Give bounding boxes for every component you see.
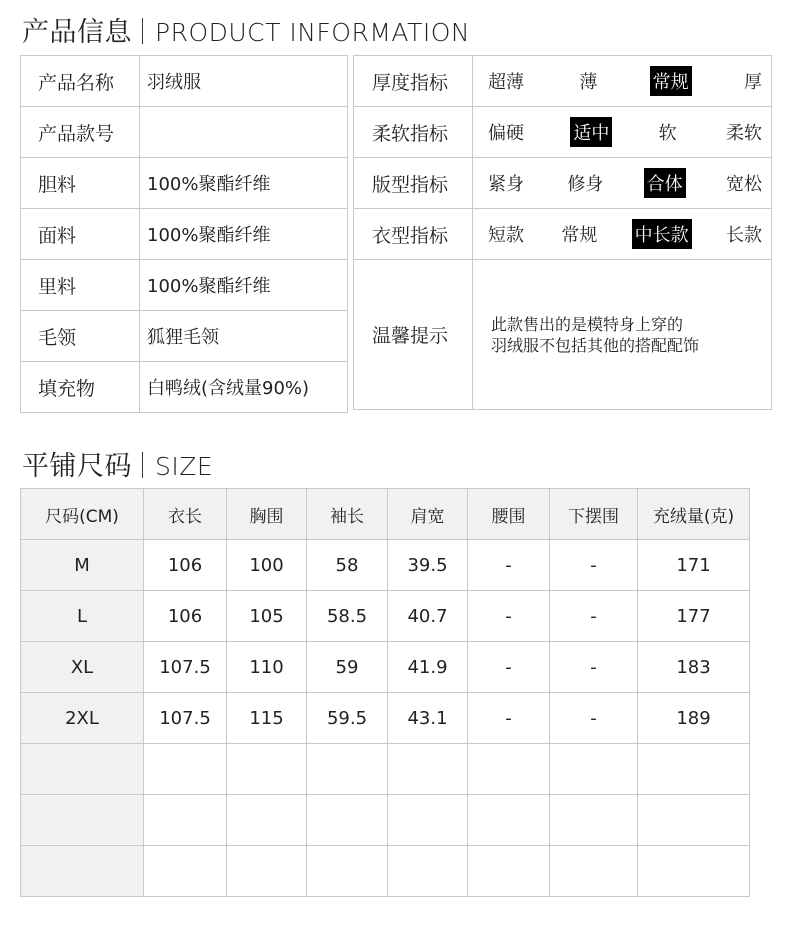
info-label: 里料 — [21, 260, 140, 311]
product-info-heading — [22, 10, 470, 49]
indicator-label: 版型指标 — [354, 158, 473, 209]
size-heading — [22, 444, 213, 483]
heading-divider — [142, 18, 143, 44]
info-row-inner-shell — [21, 158, 348, 209]
indicator-option: 偏硬 — [488, 123, 524, 144]
info-value: 羽绒服 — [140, 56, 348, 107]
size-value-cell: 58 — [307, 540, 388, 591]
size-value-cell: 59.5 — [307, 693, 388, 744]
size-value-cell: 100 — [227, 540, 307, 591]
size-value-cell: 40.7 — [388, 591, 468, 642]
tip-note — [473, 260, 772, 410]
info-value: 100%聚酯纤维 — [140, 260, 348, 311]
size-value-cell — [227, 795, 307, 846]
size-value-cell — [550, 744, 638, 795]
product-info-table — [20, 55, 348, 413]
size-value-cell: - — [468, 540, 550, 591]
indicator-option-selected: 合体 — [644, 168, 686, 198]
size-header-cell: 下摆围 — [550, 489, 638, 540]
size-value-cell — [468, 744, 550, 795]
tip-label: 温馨提示 — [354, 260, 473, 410]
indicator-row-fit — [354, 158, 772, 209]
size-row — [21, 795, 750, 846]
size-value-cell: - — [550, 693, 638, 744]
heading-divider — [142, 452, 143, 478]
size-value-cell — [307, 846, 388, 897]
size-header-cell: 袖长 — [307, 489, 388, 540]
indicator-option: 薄 — [579, 72, 598, 93]
info-row-name — [21, 56, 348, 107]
size-table — [20, 488, 750, 897]
indicator-option: 厚 — [743, 72, 762, 93]
size-value-cell: 43.1 — [388, 693, 468, 744]
size-value-cell: 39.5 — [388, 540, 468, 591]
indicator-options — [473, 209, 772, 260]
indicator-option: 软 — [658, 123, 677, 144]
size-value-cell — [388, 846, 468, 897]
size-row — [21, 642, 750, 693]
size-label-cell: XL — [21, 642, 144, 693]
size-value-cell: - — [550, 642, 638, 693]
size-value-cell: 106 — [144, 540, 227, 591]
size-value-cell: 105 — [227, 591, 307, 642]
size-value-cell: - — [550, 591, 638, 642]
info-value — [140, 107, 348, 158]
size-row — [21, 540, 750, 591]
size-value-cell: 59 — [307, 642, 388, 693]
info-label: 产品名称 — [21, 56, 140, 107]
indicator-label: 衣型指标 — [354, 209, 473, 260]
info-value: 100%聚酯纤维 — [140, 158, 348, 209]
info-row-style-no — [21, 107, 348, 158]
indicator-table — [353, 55, 772, 410]
size-value-cell — [550, 846, 638, 897]
size-value-cell — [144, 846, 227, 897]
info-value: 100%聚酯纤维 — [140, 209, 348, 260]
size-value-cell — [144, 795, 227, 846]
product-info-title-cn: 产品信息 — [22, 17, 132, 48]
size-value-cell: 58.5 — [307, 591, 388, 642]
size-value-cell: 115 — [227, 693, 307, 744]
size-value-cell — [468, 846, 550, 897]
info-label: 填充物 — [21, 362, 140, 413]
indicator-option: 常规 — [561, 225, 598, 246]
indicator-option-selected: 中长款 — [632, 219, 692, 249]
indicator-option: 柔软 — [725, 123, 762, 144]
size-value-cell — [638, 744, 750, 795]
info-label: 面料 — [21, 209, 140, 260]
indicator-label: 厚度指标 — [354, 56, 473, 107]
info-label: 毛领 — [21, 311, 140, 362]
size-value-cell: - — [468, 642, 550, 693]
indicator-option: 修身 — [567, 174, 604, 195]
size-label-cell: M — [21, 540, 144, 591]
size-value-cell — [227, 846, 307, 897]
product-info-title-en: PRODUCT INFORMATION — [155, 18, 471, 47]
size-value-cell: - — [550, 540, 638, 591]
size-header-cell: 衣长 — [144, 489, 227, 540]
indicator-option: 短款 — [488, 225, 524, 246]
size-value-cell — [144, 744, 227, 795]
indicator-label: 柔软指标 — [354, 107, 473, 158]
size-header-cell: 充绒量(克) — [638, 489, 750, 540]
size-title-cn: 平铺尺码 — [22, 451, 132, 482]
info-row-outer-fabric — [21, 209, 348, 260]
size-value-cell: 110 — [227, 642, 307, 693]
size-header-cell: 腰围 — [468, 489, 550, 540]
size-label-cell — [21, 795, 144, 846]
tip-row — [354, 260, 772, 410]
indicator-row-thickness — [354, 56, 772, 107]
indicator-option-selected: 适中 — [570, 117, 612, 147]
size-value-cell — [307, 795, 388, 846]
info-row-lining — [21, 260, 348, 311]
size-value-cell: 183 — [638, 642, 750, 693]
size-value-cell: 107.5 — [144, 642, 227, 693]
size-value-cell: 107.5 — [144, 693, 227, 744]
indicator-options — [473, 56, 772, 107]
indicator-option: 紧身 — [488, 174, 524, 195]
tip-line: 此款售出的是模特身上穿的 — [491, 314, 684, 334]
size-row — [21, 693, 750, 744]
info-value: 白鸭绒(含绒量90%) — [140, 362, 348, 413]
size-row — [21, 846, 750, 897]
size-value-cell — [388, 744, 468, 795]
info-value: 狐狸毛领 — [140, 311, 348, 362]
size-label-cell — [21, 744, 144, 795]
size-label-cell: 2XL — [21, 693, 144, 744]
indicator-row-length — [354, 209, 772, 260]
size-value-cell — [550, 795, 638, 846]
size-value-cell — [638, 846, 750, 897]
size-value-cell: 171 — [638, 540, 750, 591]
size-header-cell: 尺码(CM) — [21, 489, 144, 540]
size-value-cell — [307, 744, 388, 795]
size-value-cell — [468, 795, 550, 846]
info-row-fur-collar — [21, 311, 348, 362]
size-value-cell — [227, 744, 307, 795]
indicator-option: 长款 — [725, 225, 762, 246]
info-row-filling — [21, 362, 348, 413]
indicator-option: 宽松 — [725, 174, 762, 195]
size-header-cell: 胸围 — [227, 489, 307, 540]
size-value-cell: - — [468, 591, 550, 642]
size-value-cell: 41.9 — [388, 642, 468, 693]
size-value-cell: 189 — [638, 693, 750, 744]
size-value-cell — [388, 795, 468, 846]
size-label-cell — [21, 846, 144, 897]
size-row — [21, 591, 750, 642]
size-value-cell: 177 — [638, 591, 750, 642]
size-value-cell: 106 — [144, 591, 227, 642]
info-label: 胆料 — [21, 158, 140, 209]
size-value-cell: - — [468, 693, 550, 744]
indicator-row-softness — [354, 107, 772, 158]
size-title-en: SIZE — [155, 452, 214, 481]
size-label-cell: L — [21, 591, 144, 642]
size-row — [21, 744, 750, 795]
size-header-cell: 肩宽 — [388, 489, 468, 540]
indicator-option: 超薄 — [488, 72, 524, 93]
info-label: 产品款号 — [21, 107, 140, 158]
size-header-row — [21, 489, 750, 540]
tip-line: 羽绒服不包括其他的搭配配饰 — [491, 335, 700, 355]
indicator-option-selected: 常规 — [650, 66, 692, 96]
indicator-options — [473, 158, 772, 209]
indicator-options — [473, 107, 772, 158]
size-value-cell — [638, 795, 750, 846]
